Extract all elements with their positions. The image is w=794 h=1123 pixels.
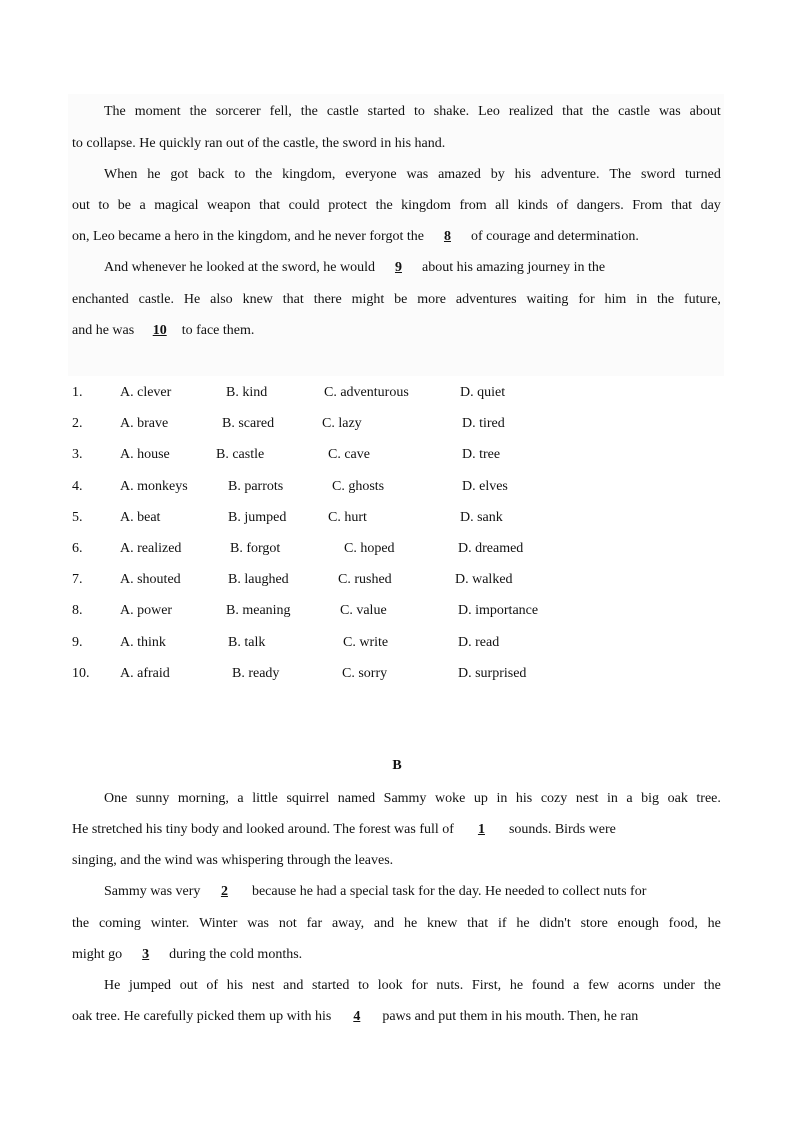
word: squirrel bbox=[286, 791, 330, 806]
word: food, bbox=[668, 916, 698, 931]
word: he bbox=[403, 916, 418, 931]
word: found bbox=[531, 978, 565, 993]
word: be bbox=[117, 198, 131, 213]
option-c: C. hurt bbox=[328, 509, 367, 525]
option-a: A. brave bbox=[120, 416, 169, 432]
option-a: A. realized bbox=[120, 541, 182, 556]
word: Winter bbox=[199, 916, 238, 931]
word: realized bbox=[508, 104, 554, 119]
word: his bbox=[226, 978, 244, 993]
line-text: and he was bbox=[72, 323, 135, 338]
paragraph-line bbox=[104, 165, 721, 185]
option-c: C. adventurous bbox=[324, 385, 409, 400]
option-d: D. dreamed bbox=[458, 541, 524, 556]
blank-9: 9 bbox=[394, 260, 402, 275]
line-text: oak tree. He carefully picked them up with his bbox=[72, 1009, 332, 1024]
question-number: 3. bbox=[72, 447, 83, 463]
option-b: B. kind bbox=[226, 385, 268, 400]
word: his bbox=[515, 791, 533, 806]
word: was bbox=[658, 104, 681, 119]
blank-8: 8 bbox=[443, 229, 451, 244]
word: more bbox=[417, 292, 446, 307]
word: a bbox=[237, 791, 244, 806]
word: castle bbox=[326, 104, 359, 119]
blank-2: 2 bbox=[220, 884, 228, 899]
word: nest bbox=[575, 791, 599, 806]
question-number: 7. bbox=[72, 572, 83, 588]
word: from bbox=[459, 198, 487, 213]
word: morning, bbox=[177, 791, 229, 806]
option-d: D. walked bbox=[455, 572, 513, 588]
word: that bbox=[282, 292, 304, 307]
word: in bbox=[496, 791, 508, 806]
option-b: B. forgot bbox=[230, 541, 281, 556]
option-a: A. shouted bbox=[120, 572, 181, 588]
blank-4: 4 bbox=[353, 1009, 361, 1024]
word: be bbox=[394, 292, 408, 307]
option-b: B. parrots bbox=[228, 478, 284, 494]
word: amazed bbox=[438, 167, 481, 182]
question-number: 10. bbox=[72, 665, 90, 681]
option-c: C. rushed bbox=[338, 572, 392, 588]
line-text: might go bbox=[72, 947, 123, 962]
word: First, bbox=[471, 978, 502, 993]
word: up bbox=[473, 791, 488, 806]
word: also bbox=[210, 292, 233, 307]
option-c: C. sorry bbox=[342, 665, 388, 681]
paragraph-line: to collapse. He quickly ran out of the castle, the sword in his hand. bbox=[72, 136, 446, 151]
word: he bbox=[707, 916, 721, 931]
question-number: 8. bbox=[72, 603, 83, 619]
word: woke bbox=[435, 791, 466, 806]
word: He bbox=[104, 978, 121, 993]
word: One bbox=[104, 791, 128, 806]
option-d: D. tired bbox=[462, 416, 505, 432]
word: that bbox=[467, 916, 489, 931]
word: magical bbox=[154, 198, 199, 213]
line-text: He stretched his tiny body and looked around. The forest was full of bbox=[72, 822, 454, 837]
option-c: C. lazy bbox=[322, 416, 362, 432]
word: tree. bbox=[696, 791, 721, 806]
word: was bbox=[406, 167, 429, 182]
word: When bbox=[104, 167, 138, 182]
word: that bbox=[562, 104, 584, 119]
word: he bbox=[509, 978, 524, 993]
word: to bbox=[234, 167, 246, 182]
option-b: B. meaning bbox=[226, 603, 291, 619]
word: dangers. bbox=[576, 198, 624, 213]
question-number: 9. bbox=[72, 634, 83, 650]
word: nuts. bbox=[436, 978, 464, 993]
word: Leo bbox=[478, 104, 500, 119]
question-number: 4. bbox=[72, 478, 83, 494]
option-b: B. jumped bbox=[228, 509, 287, 525]
word: the bbox=[189, 104, 207, 119]
line-text: Sammy was very bbox=[104, 884, 201, 899]
word: back bbox=[198, 167, 225, 182]
word: jumped bbox=[129, 978, 172, 993]
word: future, bbox=[684, 292, 721, 307]
line-text: to face them. bbox=[181, 323, 255, 338]
word: fell, bbox=[269, 104, 292, 119]
option-a: A. beat bbox=[120, 509, 161, 525]
line-text: on, Leo became a hero in the kingdom, and he never forgot the bbox=[72, 229, 424, 244]
word: didn't bbox=[539, 916, 571, 931]
word: the bbox=[72, 916, 90, 931]
word: From bbox=[632, 198, 663, 213]
word: acorns bbox=[617, 978, 655, 993]
line-text: because he had a special task for the day. He needed to collect nuts for bbox=[251, 884, 647, 899]
option-b: B. talk bbox=[228, 634, 266, 650]
word: the bbox=[592, 104, 610, 119]
word: waiting bbox=[526, 292, 569, 307]
word: enough bbox=[617, 916, 659, 931]
word: got bbox=[170, 167, 189, 182]
word: knew bbox=[242, 292, 273, 307]
line-text: And whenever he looked at the sword, he would bbox=[104, 260, 375, 275]
word: far bbox=[306, 916, 323, 931]
word: a bbox=[139, 198, 146, 213]
word: adventures bbox=[455, 292, 517, 307]
blank-1: 1 bbox=[477, 822, 485, 837]
paragraph-line bbox=[104, 102, 721, 122]
word: under bbox=[663, 978, 695, 993]
word: the bbox=[375, 198, 393, 213]
option-a: A. afraid bbox=[120, 665, 170, 681]
word: sword bbox=[640, 167, 676, 182]
word: enchanted bbox=[72, 292, 129, 307]
word: out bbox=[179, 978, 198, 993]
paragraph-line bbox=[72, 1007, 721, 1027]
question-number: 5. bbox=[72, 509, 83, 525]
word: kinds bbox=[517, 198, 549, 213]
word: if bbox=[497, 916, 507, 931]
paragraph-line bbox=[72, 290, 721, 310]
option-c: C. cave bbox=[328, 447, 370, 463]
option-d: D. read bbox=[458, 634, 500, 650]
word: nest bbox=[251, 978, 275, 993]
option-a: A. monkeys bbox=[120, 478, 188, 494]
word: weapon bbox=[207, 198, 251, 213]
word: him bbox=[604, 292, 627, 307]
word: named bbox=[337, 791, 376, 806]
word: moment bbox=[134, 104, 181, 119]
word: coming bbox=[98, 916, 141, 931]
word: sorcerer bbox=[215, 104, 261, 119]
word: little bbox=[252, 791, 278, 806]
word: a bbox=[626, 791, 633, 806]
paragraph-line bbox=[104, 882, 721, 902]
question-number: 6. bbox=[72, 541, 83, 556]
word: not bbox=[278, 916, 297, 931]
option-c: C. ghosts bbox=[332, 478, 385, 494]
word: the bbox=[300, 104, 318, 119]
word: and bbox=[373, 916, 395, 931]
paragraph-line bbox=[72, 820, 721, 840]
option-d: D. importance bbox=[458, 603, 539, 619]
word: in bbox=[636, 292, 648, 307]
word: by bbox=[490, 167, 505, 182]
word: of bbox=[556, 198, 569, 213]
word: look bbox=[377, 978, 403, 993]
word: his bbox=[514, 167, 531, 182]
word: The bbox=[609, 167, 632, 182]
word: few bbox=[588, 978, 610, 993]
word: a bbox=[573, 978, 580, 993]
word: that bbox=[259, 198, 281, 213]
option-d: D. elves bbox=[462, 478, 508, 494]
line-text: paws and put them in his mouth. Then, he ran bbox=[382, 1009, 639, 1024]
option-a: A. house bbox=[120, 447, 170, 463]
line-text: sounds. Birds were bbox=[508, 822, 616, 837]
paragraph-line bbox=[72, 945, 721, 965]
word: everyone bbox=[345, 167, 397, 182]
word: he bbox=[516, 916, 530, 931]
word: for bbox=[578, 292, 595, 307]
word: out bbox=[72, 198, 90, 213]
word: store bbox=[580, 916, 608, 931]
word: castle. bbox=[138, 292, 175, 307]
question-number: 1. bbox=[72, 385, 83, 400]
word: winter. bbox=[150, 916, 190, 931]
paragraph-line bbox=[104, 258, 721, 278]
word: sunny bbox=[135, 791, 170, 806]
option-b: B. castle bbox=[216, 447, 265, 463]
word: there bbox=[313, 292, 342, 307]
paragraph-line bbox=[72, 227, 639, 247]
option-b: B. ready bbox=[232, 665, 280, 681]
word: away, bbox=[331, 916, 365, 931]
word: adventure. bbox=[540, 167, 600, 182]
word: that bbox=[671, 198, 693, 213]
line-text: about his amazing journey in the bbox=[421, 260, 606, 275]
option-c: C. hoped bbox=[344, 541, 395, 556]
word: kingdom bbox=[401, 198, 451, 213]
paragraph-line bbox=[104, 789, 721, 809]
option-b: B. laughed bbox=[228, 572, 289, 588]
paragraph-line: singing, and the wind was whispering through the leaves. bbox=[72, 853, 394, 868]
paragraph-line bbox=[72, 196, 721, 216]
word: to bbox=[413, 104, 425, 119]
paragraph-line bbox=[72, 321, 721, 341]
word: of bbox=[206, 978, 219, 993]
word: cozy bbox=[540, 791, 568, 806]
word: oak bbox=[667, 791, 688, 806]
line-text: during the cold months. bbox=[169, 947, 303, 962]
word: and bbox=[283, 978, 304, 993]
word: turned bbox=[685, 167, 721, 182]
option-d: D. quiet bbox=[460, 385, 506, 400]
word: about bbox=[689, 104, 721, 119]
word: Sammy bbox=[383, 791, 427, 806]
word: castle bbox=[618, 104, 650, 119]
word: was bbox=[247, 916, 270, 931]
word: The bbox=[104, 104, 126, 119]
option-a: A. think bbox=[120, 634, 166, 650]
word: to bbox=[358, 978, 369, 993]
option-d: D. sank bbox=[460, 509, 503, 525]
section-heading: B bbox=[392, 758, 402, 773]
option-d: D. tree bbox=[462, 447, 501, 463]
word: for bbox=[411, 978, 428, 993]
word: kingdom, bbox=[282, 167, 336, 182]
word: all bbox=[495, 198, 510, 213]
paragraph-line bbox=[72, 914, 721, 934]
question-number: 2. bbox=[72, 416, 83, 432]
option-c: C. value bbox=[340, 603, 387, 619]
blank-10: 10 bbox=[152, 323, 167, 338]
paragraph-line bbox=[104, 976, 721, 996]
option-c: C. write bbox=[343, 634, 389, 650]
word: protect bbox=[328, 198, 368, 213]
option-d: D. surprised bbox=[458, 665, 527, 681]
option-b: B. scared bbox=[222, 416, 275, 432]
word: shake. bbox=[433, 104, 470, 119]
word: he bbox=[147, 167, 161, 182]
word: the bbox=[255, 167, 273, 182]
word: might bbox=[351, 292, 385, 307]
line-text: of courage and determination. bbox=[470, 229, 639, 244]
word: big bbox=[641, 791, 660, 806]
word: day bbox=[700, 198, 721, 213]
word: the bbox=[657, 292, 675, 307]
option-a: A. clever bbox=[120, 385, 172, 400]
word: started bbox=[367, 104, 405, 119]
blank-3: 3 bbox=[142, 947, 150, 962]
word: He bbox=[183, 292, 201, 307]
word: started bbox=[312, 978, 350, 993]
option-a: A. power bbox=[120, 603, 173, 619]
word: could bbox=[288, 198, 320, 213]
word: to bbox=[98, 198, 110, 213]
word: knew bbox=[427, 916, 458, 931]
word: the bbox=[703, 978, 721, 993]
word: in bbox=[606, 791, 618, 806]
